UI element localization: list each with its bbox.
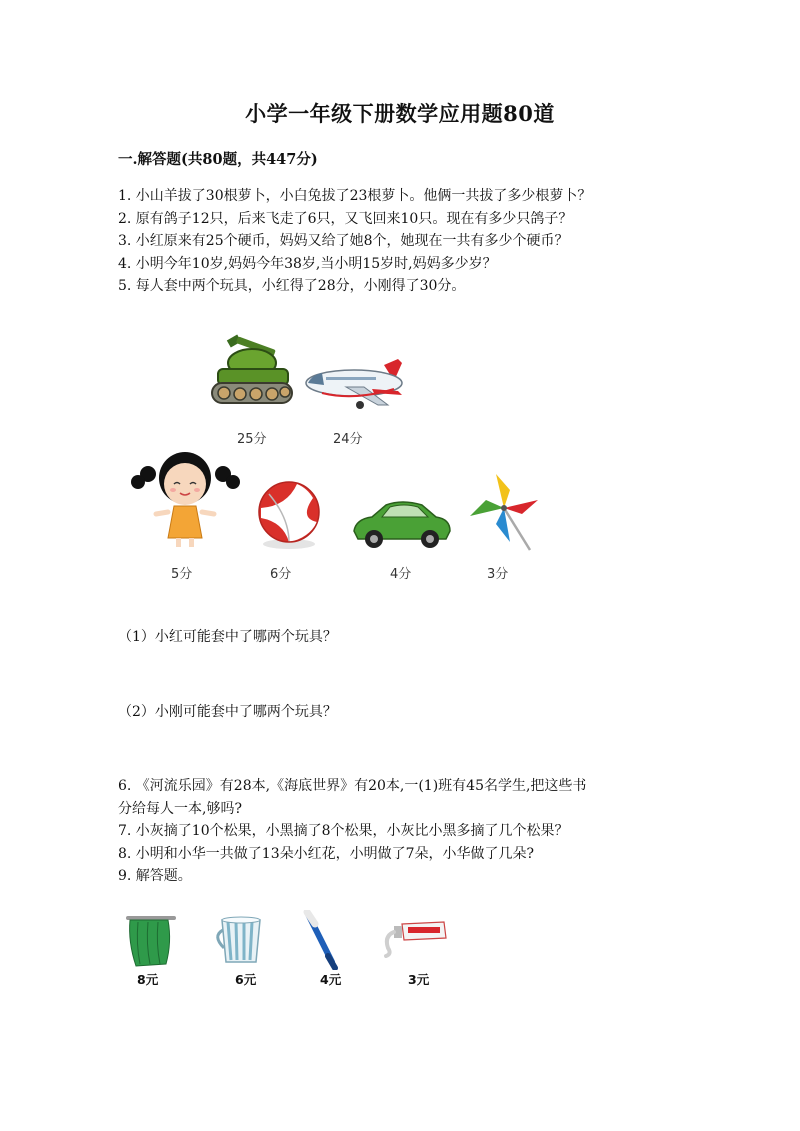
tank-image xyxy=(208,325,296,413)
question-list-a xyxy=(118,185,698,298)
cup-image xyxy=(210,914,270,966)
question-9: 9. 解答题。 xyxy=(118,868,192,884)
car-score-label: 4分 xyxy=(390,567,412,582)
car-image xyxy=(350,495,454,551)
question-3: 3. 小红原来有25个硬币，妈妈又给了她8个，她现在一共有多少个硬币？ xyxy=(118,233,569,249)
page-title: 小学一年级下册数学应用题80道 xyxy=(245,101,555,126)
toothbrush-image xyxy=(302,910,342,970)
sub-question-1: （1）小红可能套中了哪两个玩具？ xyxy=(118,629,337,645)
towel-price-label: 8元 xyxy=(137,972,159,987)
question-4: 4. 小明今年10岁,妈妈今年38岁,当小明15岁时,妈妈多少岁？ xyxy=(118,255,497,272)
pinwheel-image xyxy=(466,470,540,554)
question-7: 7. 小灰摘了10个松果，小黑摘了8个松果，小灰比小黑多摘了几个松果？ xyxy=(118,823,569,839)
sub-question-2: （2）小刚可能套中了哪两个玩具？ xyxy=(118,704,337,720)
toothpaste-image xyxy=(382,918,450,958)
tank-score-label: 25分 xyxy=(237,432,267,447)
doll-score-label: 5分 xyxy=(171,567,193,582)
question-6: 6. 《河流乐园》有28本,《海底世界》有20本,一(1)班有45名学生,把这些书 xyxy=(118,778,587,794)
question-8: 8. 小明和小华一共做了13朵小红花，小明做了7朵，小华做了几朵? xyxy=(118,845,535,862)
section-heading: 一.解答题(共80题，共447分) xyxy=(118,151,318,168)
question-list-b xyxy=(118,775,698,888)
question-1: 1. 小山羊拔了30根萝卜，小白兔拔了23根萝卜。他俩一共拔了多少根萝卜？ xyxy=(118,188,592,204)
towel-image xyxy=(122,912,180,968)
airplane-image xyxy=(302,355,412,415)
question-2: 2. 原有鸽子12只，后来飞走了6只，又飞回来10只。现在有多少只鸽子？ xyxy=(118,210,573,227)
pinwheel-score-label: 3分 xyxy=(487,567,509,582)
cup-price-label: 6元 xyxy=(235,972,257,987)
toothpaste-price-label: 3元 xyxy=(408,972,430,987)
toothbrush-price-label: 4元 xyxy=(320,972,342,987)
question-6-continued: 分给每人一本,够吗? xyxy=(118,800,242,817)
volleyball-score-label: 6分 xyxy=(270,567,292,582)
doll-image xyxy=(128,448,243,550)
airplane-score-label: 24分 xyxy=(333,432,363,447)
question-5: 5. 每人套中两个玩具，小红得了28分，小刚得了30分。 xyxy=(118,278,466,294)
volleyball-image xyxy=(253,478,325,550)
